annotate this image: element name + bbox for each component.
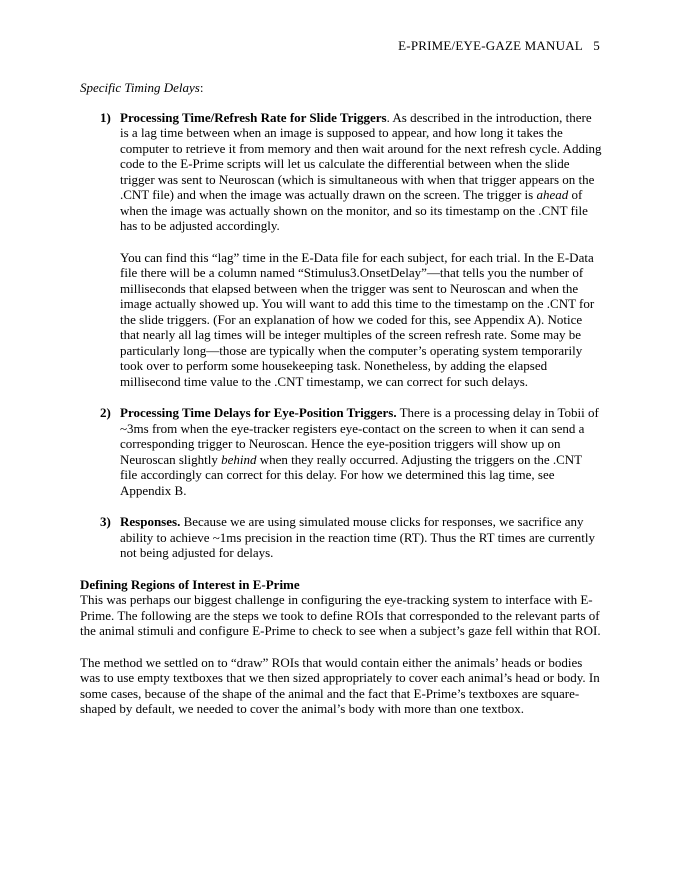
item-number: 1) — [100, 109, 111, 125]
running-title: E-PRIME/EYE-GAZE MANUAL — [398, 38, 583, 53]
list-item — [80, 110, 602, 390]
item-heading: Processing Time Delays for Eye-Position Triggers. — [120, 405, 397, 420]
item-paragraph: Processing Time Delays for Eye-Position Triggers. There is a processing delay in Tobii of ~3ms from when the eye-tracker registers eye-contact on the screen to when it can send a corresponding trigger to Neuroscan. Hence the eye-position triggers will show up on Neuroscan slightly behind when they really occurred. Adjusting the triggers on the .CNT file accordingly can correct for this delay. For how we determined this lag time, see Appendix B. — [120, 405, 599, 498]
roi-paragraph-1: This was perhaps our biggest challenge in configuring the eye-tracking system to interface with E-Prime. The following are the steps we took to define ROIs that corresponded to the relevant parts of the animal stimuli and configure E-Prime to check to see when a subject’s gaze fell within that ROI. — [80, 592, 601, 638]
item-heading: Responses. — [120, 514, 181, 529]
emphasis-text: ahead — [536, 187, 569, 202]
item-paragraph: Processing Time/Refresh Rate for Slide Triggers. As described in the introduction, there is a lag time between when an image is supposed to appear, and how long it takes the computer to retrieve it from memory and then wait around for the next refresh cycle. Adding code to the E-Prime scripts will let us calculate the differential between when the slide trigger was sent to Neuroscan (which is simultaneous with when that trigger appears on the .CNT file) and when the image was actually drawn on the screen. The trigger is ahead of when the image was actually shown on the monitor, and so its timestamp on the .CNT file has to be adjusted accordingly. — [120, 109, 602, 233]
item-number: 2) — [100, 405, 111, 420]
page-number: 5 — [593, 38, 600, 53]
item-paragraph-2: You can find this “lag” time in the E-Data file for each subject, for each trial. In the E-Data file there will be a column named “Stimulus3.OnsetDelay”—that tells you the number of milliseconds that elapsed between when the trigger was sent to Neuroscan and when the image actually showed up. You will want to add this time to the timestamp on the .CNT for the slide triggers. (For an explanation of how we coded for this, see Appendix A). Notice that nearly all lag times will be integer multiples of the screen refresh rate. Some may be particularly long—those are typically when the computer’s operating system temporarily took over to perform some housekeeping task. Nonetheless, by adding the elapsed millisecond time value to the .CNT timestamp, we can correct for such delays. — [120, 249, 595, 389]
item-number: 3) — [100, 514, 111, 529]
roi-section-heading: Defining Regions of Interest in E-Prime — [80, 576, 300, 592]
emphasis-text: behind — [221, 451, 257, 467]
timing-section-title: Specific Timing Delays: — [80, 80, 204, 95]
item-heading: Processing Time/Refresh Rate for Slide Triggers — [120, 109, 387, 125]
list-item — [80, 514, 602, 561]
page-content — [80, 80, 602, 733]
page-header — [398, 38, 600, 54]
item-paragraph: Responses. Because we are using simulated mouse clicks for responses, we sacrifice any ability to achieve ~1ms precision in the reaction time (RT). Thus the RT times are currently not being adjusted for delays. — [120, 514, 596, 560]
timing-list — [80, 110, 602, 561]
list-item — [80, 405, 602, 498]
roi-paragraph-2: The method we settled on to “draw” ROIs that would contain either the animals’ heads or bodies was to use empty textboxes that we then sized appropriately to cover each animal’s head or body. In some cases, because of the shape of the animal and the fact that E-Prime’s textboxes are square-shaped by default, we needed to cover the animal’s body with more than one textbox. — [80, 654, 600, 716]
